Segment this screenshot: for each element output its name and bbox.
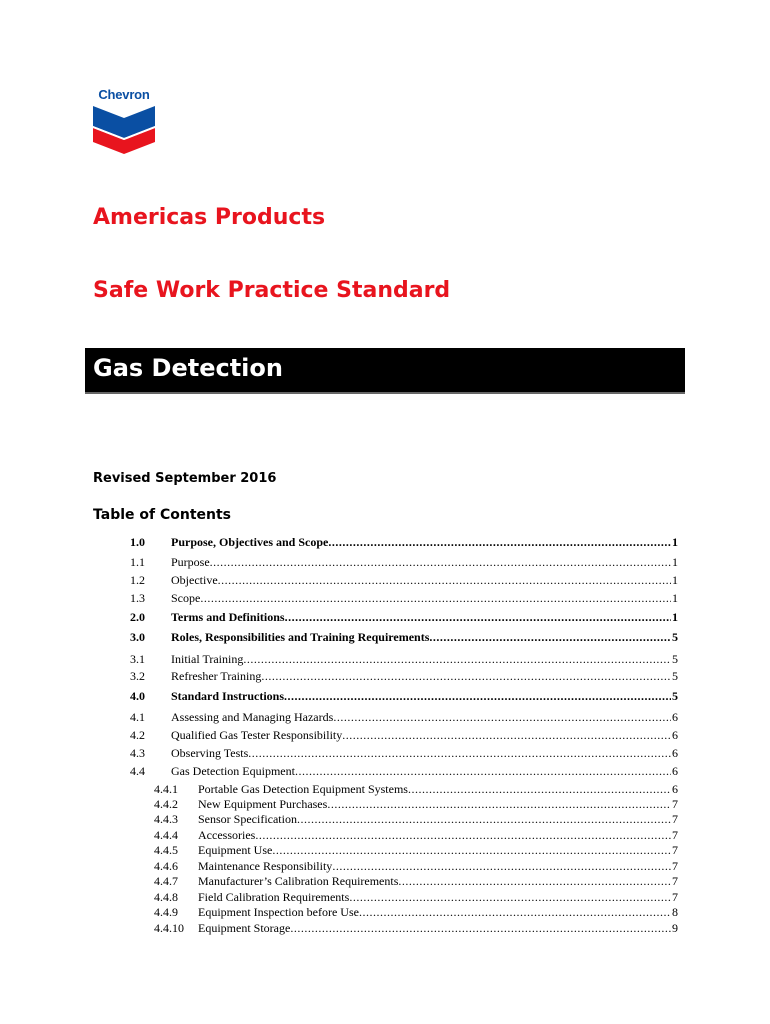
toc-entry-label: Standard Instructions bbox=[171, 689, 285, 703]
toc-entry-page: 8 bbox=[672, 905, 678, 919]
toc-entry[interactable] bbox=[130, 764, 678, 778]
toc-leader-dots bbox=[255, 828, 671, 842]
toc-entry-number: 4.4.8 bbox=[154, 890, 178, 904]
toc-entry[interactable] bbox=[154, 797, 678, 811]
toc-entry-label: Initial Training bbox=[171, 652, 244, 666]
toc-entry-number: 2.0 bbox=[130, 610, 145, 624]
document-subtitle: Safe Work Practice Standard bbox=[93, 278, 451, 303]
toc-entry-number: 4.4.2 bbox=[154, 797, 178, 811]
toc-entry-number: 4.4.5 bbox=[154, 843, 178, 857]
toc-entry-label: Field Calibration Requirements bbox=[198, 890, 350, 904]
logo-wordmark: Chevron bbox=[98, 87, 150, 102]
toc-entry-page: 6 bbox=[672, 728, 678, 742]
toc-entry-page: 5 bbox=[672, 669, 678, 683]
toc-entry-number: 4.2 bbox=[130, 728, 145, 742]
toc-leader-dots bbox=[333, 710, 671, 724]
toc-entry-label: Equipment Storage bbox=[198, 921, 291, 935]
toc-entry-label: Sensor Specification bbox=[198, 812, 297, 826]
toc-entry-label: Objective bbox=[171, 573, 218, 587]
toc-entry-label: Refresher Training bbox=[171, 669, 262, 683]
toc-entry-number: 1.1 bbox=[130, 555, 145, 569]
toc-entry-label: Accessories bbox=[198, 828, 256, 842]
toc-entry-number: 4.0 bbox=[130, 689, 145, 703]
toc-entry-label: Purpose bbox=[171, 555, 210, 569]
toc-leader-dots bbox=[359, 905, 671, 919]
toc-leader-dots bbox=[272, 843, 671, 857]
toc-entry-number: 1.0 bbox=[130, 535, 145, 549]
toc-leader-dots bbox=[261, 669, 671, 683]
toc-heading: Table of Contents bbox=[93, 507, 232, 523]
toc-entry-page: 5 bbox=[672, 630, 678, 644]
toc-leader-dots bbox=[398, 874, 671, 888]
toc-entry[interactable] bbox=[130, 610, 678, 624]
toc-leader-dots bbox=[284, 689, 671, 703]
toc-entry-page: 5 bbox=[672, 652, 678, 666]
toc-leader-dots bbox=[210, 555, 671, 569]
toc-entry-number: 4.4.9 bbox=[154, 905, 178, 919]
toc-entry-number: 3.0 bbox=[130, 630, 145, 644]
toc-leader-dots bbox=[327, 797, 671, 811]
toc-entry-page: 5 bbox=[672, 689, 678, 703]
toc-entry-label: Gas Detection Equipment bbox=[171, 764, 295, 778]
toc-leader-dots bbox=[332, 859, 671, 873]
toc-entry-page: 1 bbox=[672, 610, 678, 624]
toc-entry-label: Qualified Gas Tester Responsibility bbox=[171, 728, 343, 742]
toc-entry[interactable] bbox=[130, 728, 678, 742]
toc-entry-page: 7 bbox=[672, 890, 678, 904]
toc-entry-number: 1.2 bbox=[130, 573, 145, 587]
toc-entry[interactable] bbox=[154, 905, 678, 919]
toc-leader-dots bbox=[408, 782, 671, 796]
toc-entry[interactable] bbox=[154, 782, 678, 796]
toc-entry[interactable] bbox=[130, 710, 678, 724]
toc-leader-dots bbox=[295, 764, 671, 778]
toc-entry[interactable] bbox=[130, 573, 678, 587]
toc-entry-page: 6 bbox=[672, 764, 678, 778]
toc-entry[interactable] bbox=[130, 630, 678, 644]
toc-entry-number: 4.4.7 bbox=[154, 874, 178, 888]
toc-entry[interactable] bbox=[130, 689, 678, 703]
toc-entry-number: 3.1 bbox=[130, 652, 145, 666]
toc-entry-page: 7 bbox=[672, 828, 678, 842]
toc-entry[interactable] bbox=[154, 921, 678, 935]
banner-title: Gas Detection bbox=[93, 354, 283, 382]
toc-entry[interactable] bbox=[130, 591, 678, 605]
toc-leader-dots bbox=[248, 746, 671, 760]
toc-entry-label: Maintenance Responsibility bbox=[198, 859, 333, 873]
toc-entry-page: 6 bbox=[672, 746, 678, 760]
toc-entry-label: Equipment Inspection before Use bbox=[198, 905, 359, 919]
toc-leader-dots bbox=[290, 921, 671, 935]
toc-entry-page: 1 bbox=[672, 555, 678, 569]
toc-entry-page: 1 bbox=[672, 591, 678, 605]
toc-entry-number: 4.4.1 bbox=[154, 782, 178, 796]
toc-entry-label: Manufacturer’s Calibration Requirements bbox=[198, 874, 399, 888]
toc-entry-page: 1 bbox=[672, 535, 678, 549]
toc-entry-page: 7 bbox=[672, 874, 678, 888]
toc-entry-label: Observing Tests bbox=[171, 746, 249, 760]
toc-entry-number: 3.2 bbox=[130, 669, 145, 683]
document-title: Americas Products bbox=[93, 205, 326, 230]
toc-leader-dots bbox=[243, 652, 671, 666]
toc-leader-dots bbox=[328, 535, 671, 549]
toc-entry-page: 6 bbox=[672, 710, 678, 724]
title-banner bbox=[85, 348, 685, 394]
toc-entry[interactable] bbox=[154, 812, 678, 826]
toc-entry-number: 4.1 bbox=[130, 710, 145, 724]
toc-entry-page: 1 bbox=[672, 573, 678, 587]
toc-entry-number: 4.4.4 bbox=[154, 828, 178, 842]
toc-entry[interactable] bbox=[154, 874, 678, 888]
toc-entry-page: 7 bbox=[672, 812, 678, 826]
toc-leader-dots bbox=[349, 890, 671, 904]
toc-entry-number: 4.4.3 bbox=[154, 812, 178, 826]
toc-leader-dots bbox=[200, 591, 671, 605]
toc-entry-page: 6 bbox=[672, 782, 678, 796]
toc-entry[interactable] bbox=[154, 843, 678, 857]
chevron-hallmark-icon bbox=[93, 102, 155, 154]
chevron-logo bbox=[92, 87, 156, 155]
toc-entry-number: 4.4.6 bbox=[154, 859, 178, 873]
toc-entry-page: 7 bbox=[672, 859, 678, 873]
toc-leader-dots bbox=[218, 573, 671, 587]
toc-entry-page: 7 bbox=[672, 843, 678, 857]
toc-entry[interactable] bbox=[130, 669, 678, 683]
toc-entry-label: Portable Gas Detection Equipment Systems bbox=[198, 782, 408, 796]
toc-entry[interactable] bbox=[154, 859, 678, 873]
toc-entry-label: Scope bbox=[171, 591, 201, 605]
toc-entry-label: Assessing and Managing Hazards bbox=[171, 710, 334, 724]
toc-entry-number: 4.4 bbox=[130, 764, 145, 778]
revision-date: Revised September 2016 bbox=[93, 471, 277, 486]
toc-entry-label: Equipment Use bbox=[198, 843, 273, 857]
toc-entry-label: New Equipment Purchases bbox=[198, 797, 328, 811]
toc-entry[interactable] bbox=[154, 828, 678, 842]
toc-entry-page: 9 bbox=[672, 921, 678, 935]
toc-leader-dots bbox=[285, 610, 671, 624]
toc-entry-page: 7 bbox=[672, 797, 678, 811]
toc-entry-label: Purpose, Objectives and Scope bbox=[171, 535, 329, 549]
toc-entry-label: Roles, Responsibilities and Training Requirements bbox=[171, 630, 430, 644]
toc-entry-number: 1.3 bbox=[130, 591, 145, 605]
toc-entry-label: Terms and Definitions bbox=[171, 610, 285, 624]
toc-leader-dots bbox=[429, 630, 671, 644]
toc-entry-number: 4.4.10 bbox=[154, 921, 184, 935]
toc-entry-number: 4.3 bbox=[130, 746, 145, 760]
toc-entry[interactable] bbox=[130, 746, 678, 760]
toc-leader-dots bbox=[297, 812, 671, 826]
toc-entry[interactable] bbox=[130, 535, 678, 549]
toc-leader-dots bbox=[342, 728, 671, 742]
toc-entry[interactable] bbox=[154, 890, 678, 904]
toc-entry[interactable] bbox=[130, 555, 678, 569]
toc-entry[interactable] bbox=[130, 652, 678, 666]
